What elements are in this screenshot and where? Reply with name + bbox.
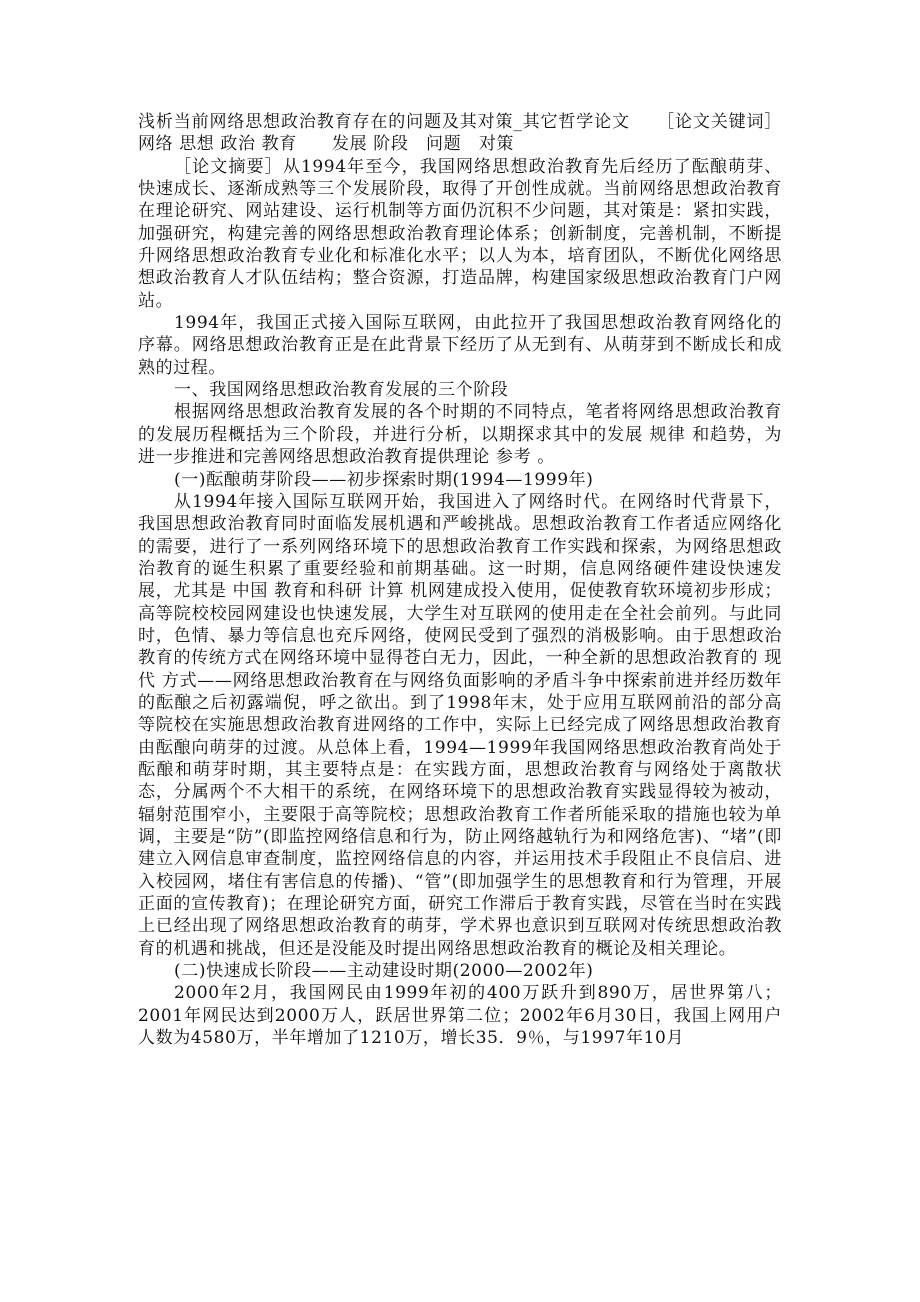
section-heading-1: 一、我国网络思想政治教育发展的三个阶段 xyxy=(174,380,509,401)
subsection-heading-2: (二)快速成长阶段——主动建设时期(2000—2002年) xyxy=(174,961,594,982)
abstract-paragraph: ［论文摘要］从1994年至今，我国网络思想政治教育先后经历了酝酿萌芽、快速成长、逐渐成熟等三个发展阶段，取得了开创性成就。当前网络思想政治教育在理论研究、网站建设、运行机制等方面仍沉积不少问题，其对策是：紧扣实践，加强研究，构建完善的网络思想政治教育理论体系；创新制度，完善机制，不断提升网络思想政治教育专业化和标准化水平；以人为本，培育团队，不断优化网络思想政治教育人才队伍结构；整合资源，打造品牌，构建国家级思想政治教育门户网站。 xyxy=(138,156,782,311)
section-intro-paragraph: 根据网络思想政治教育发展的各个时期的不同特点，笔者将网络思想政治教育的发展历程概括为三个阶段，并进行分析，以期探求其中的发展 规律 和趋势，为进一步推进和完善网络思想政治教育提供理论 参考 。 xyxy=(138,402,782,468)
stage-1-paragraph: 从1994年接入国际互联网开始，我国进入了网络时代。在网络时代背景下，我国思想政治教育同时面临发展机遇和严峻挑战。思想政治教育工作者适应网络化的需要，进行了一系列网络环境下的思想政治教育工作实践和探索，为网络思想政治教育的诞生积累了重要经验和前期基础。这一时期，信息网络硬件建设快速发展，尤其是 中国 教育和科研 计算 机网建成投入使用，促使教育软环境初步形成；高等院校校园网建设也快速发展，大学生对互联网的使用走在全社会前列。与此同时，色情、暴力等信息也充斥网络，使网民受到了强烈的消极影响。由于思想政治教育的传统方式在网络环境中显得苍白无力，因此，一种全新的思想政治教育的 现代 方式——网络思想政治教育在与网络负面影响的矛盾斗争中探索前进并经历数年的酝酿之后初露端倪，呼之欲出。到了1998年末，处于应用互联网前沿的部分高等院校在实施思想政治教育进网络的工作中，实际上已经完成了网络思想政治教育由酝酿向萌芽的过渡。从总体上看，1994—1999年我国网络思想政治教育尚处于酝酿和萌芽时期，其主要特点是：在实践方面，思想政治教育与网络处于离散状态，分属两个不大相干的系统，在网络环境下的思想政治教育实践显得较为被动，辐射范围窄小，主要限于高等院校；思想政治教育工作者所能采取的措施也较为单调，主要是“防”(即监控网络信息和行为，防止网络越轨行为和网络危害)、“堵”(即建立入网信息审查制度，监控网络信息的内容，并运用技术手段阻止不良信启、进入校园网，堵住有害信息的传播)、“管”(即加强学生的思想教育和行为管理，开展正面的宣传教育)；在理论研究方面，研究工作滞后于教育实践，尽管在当时在实践上已经出现了网络思想政治教育的萌芽，学术界也意识到互联网对传统思想政治教育的机遇和挑战，但还是没能及时提出网络思想政治教育的概论及相关理论。 xyxy=(138,491,782,959)
title-and-keywords: 浅析当前网络思想政治教育存在的问题及其对策_其它哲学论文 ［论文关键词］网络 思想 政治 教育 发展 阶段 问题 对策 xyxy=(138,112,782,155)
stage-2-paragraph: 2000年2月，我国网民由1999年初的400万跃升到890万，居世界第八；2001年网民达到2000万人，跃居世界第二位；2002年6月30日，我国上网用户人数为4580万，半年增加了1210万，增长35．9％，与1997年10月 xyxy=(138,983,782,1049)
intro-paragraph: 1994年，我国正式接入国际互联网，由此拉开了我国思想政治教育网络化的序幕。网络思想政治教育正是在此背景下经历了从无到有、从萌芽到不断成长和成熟的过程。 xyxy=(138,313,782,378)
subsection-heading-1: (一)酝酿萌芽阶段——初步探索时期(1994—1999年) xyxy=(174,469,594,490)
document-body xyxy=(138,111,782,1049)
